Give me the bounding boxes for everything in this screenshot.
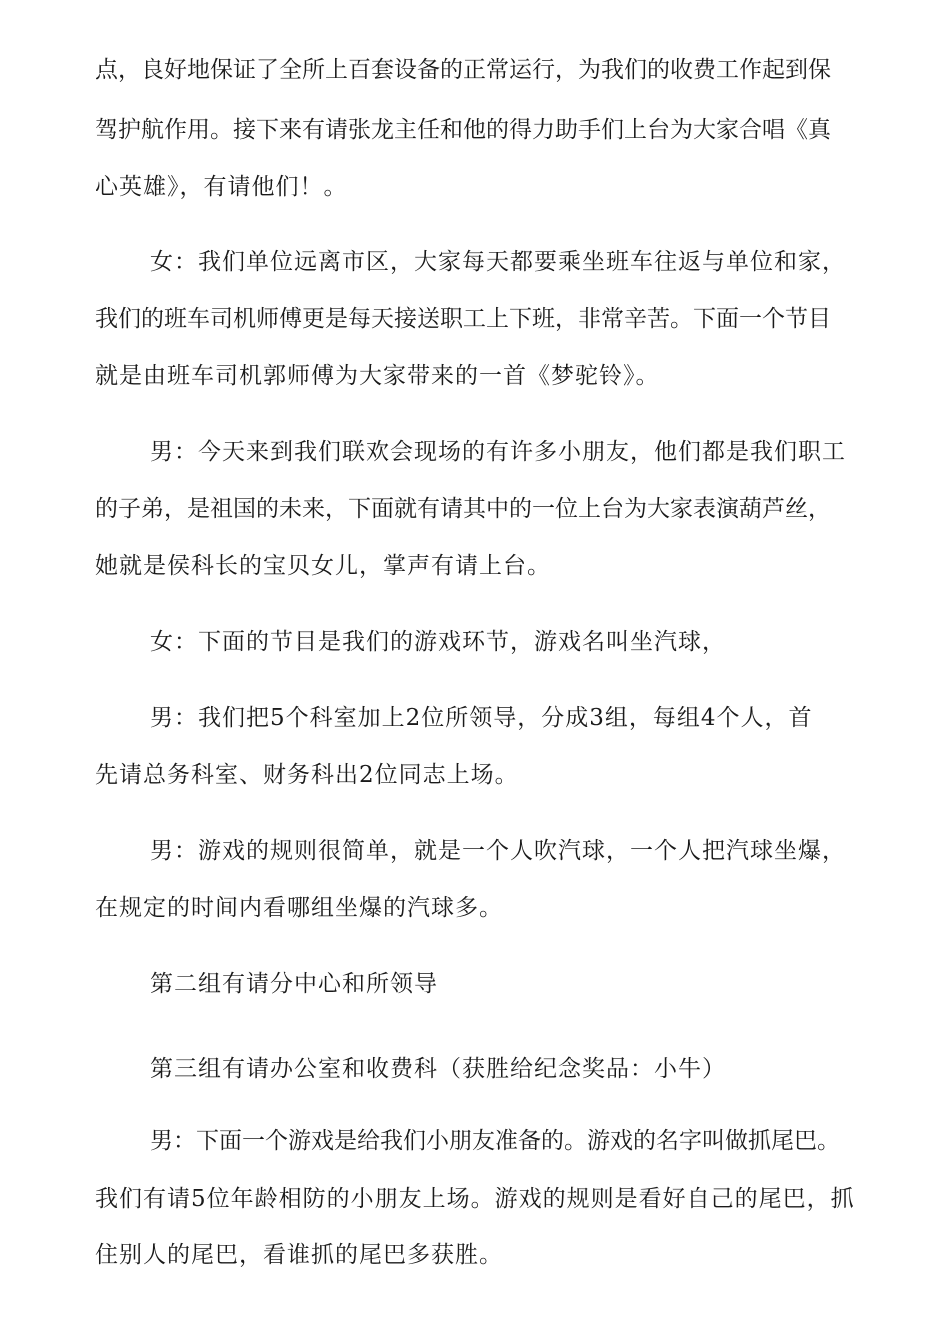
- paragraph-line: 男：我们把5个科室加上2位所领导，分成3组，每组4个人，首: [150, 705, 813, 731]
- paragraph-line: 男：游戏的规则很简单，就是一个人吹汽球，一个人把汽球坐爆，: [150, 838, 846, 864]
- paragraph-line: 我们有请5位年龄相防的小朋友上场。游戏的规则是看好自己的尾巴，抓: [95, 1186, 855, 1212]
- paragraph-line: 就是由班车司机郭师傅为大家带来的一首《梦驼铃》。: [95, 363, 660, 389]
- paragraph-line: 先请总务科室、财务科出2位同志上场。: [95, 762, 519, 788]
- paragraph-line: 男：下面一个游戏是给我们小朋友准备的。游戏的名字叫做抓尾巴。: [150, 1128, 840, 1154]
- paragraph-line: 的子弟，是祖国的未来，下面就有请其中的一位上台为大家表演葫芦丝，: [95, 496, 831, 522]
- paragraph-line: 男：今天来到我们联欢会现场的有许多小朋友，他们都是我们职工: [150, 439, 846, 465]
- paragraph-line: 驾护航作用。接下来有请张龙主任和他的得力助手们上台为大家合唱《真: [95, 117, 831, 143]
- paragraph-line: 住别人的尾巴，看谁抓的尾巴多获胜。: [95, 1242, 503, 1268]
- paragraph-line: 我们的班车司机师傅更是每天接送职工上下班，非常辛苦。下面一个节目: [95, 306, 831, 332]
- paragraph-line: 心英雄》，有请他们！。: [95, 174, 348, 200]
- paragraph-line: 第二组有请分中心和所领导: [150, 971, 438, 997]
- paragraph-line: 女：我们单位远离市区，大家每天都要乘坐班车往返与单位和家，: [150, 249, 846, 275]
- paragraph-line: 她就是侯科长的宝贝女儿，掌声有请上台。: [95, 553, 551, 579]
- paragraph-line: 在规定的时间内看哪组坐爆的汽球多。: [95, 895, 503, 921]
- paragraph-line: 点，良好地保证了全所上百套设备的正常运行，为我们的收费工作起到保: [95, 57, 831, 83]
- paragraph-line: 第三组有请办公室和收费科（获胜给纪念奖品：小牛）: [150, 1056, 726, 1082]
- paragraph-line: 女：下面的节目是我们的游戏环节，游戏名叫坐汽球，: [150, 629, 726, 655]
